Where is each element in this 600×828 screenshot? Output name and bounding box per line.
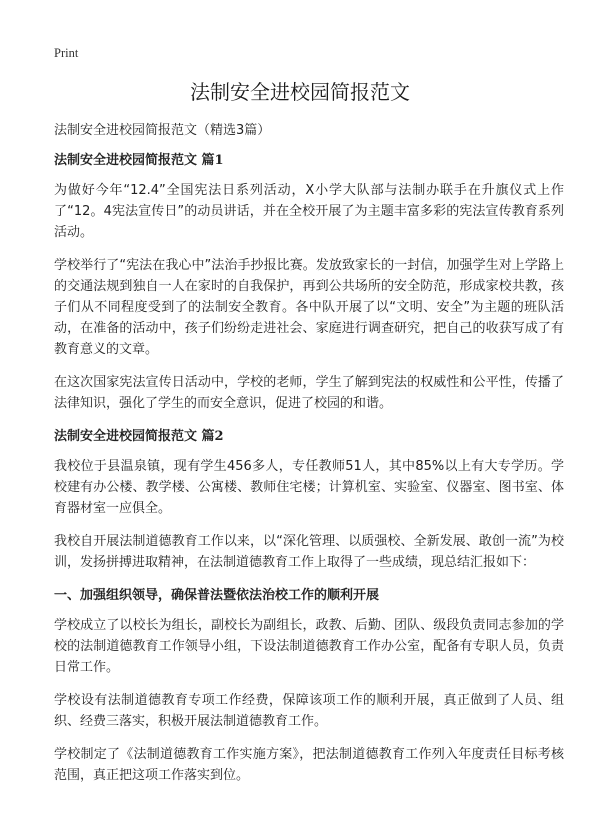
paragraph: 学校成立了以校长为组长，副校长为副组长，政教、后勤、团队、级段负责同志参加的学校的法制道德教育工作领导小组，下设法制道德教育工作办公室，配备有专职人员，负责日常工作。 [54, 618, 564, 675]
paragraph: 在这次国家宪法宣传日活动中，学校的老师，学生了解到宪法的权威性和公平性，传播了法律知识，强化了学生的而安全意识，促进了校园的和谐。 [54, 375, 564, 411]
section-heading: 法制安全进校园简报范文 篇1 [54, 153, 224, 168]
section-1 [54, 150, 564, 414]
section-heading: 法制安全进校园简报范文 篇2 [54, 429, 224, 444]
paragraph: 我校自开展法制道德教育工作以来，以“深化管理、以质强校、全新发展、敢创一流”为校训，发扬拼搏进取精神，在法制道德教育工作上取得了一些成绩，现总结汇报如下： [54, 534, 564, 570]
print-label: Print [54, 46, 79, 60]
document-body [54, 120, 564, 798]
paragraph: 学校制定了《法制道德教育工作实施方案》，把法制道德教育工作列入年度责任目标考核范围，真正把这项工作落实到位。 [54, 747, 564, 783]
section-3 [54, 585, 564, 786]
paragraph: 为做好今年“12.4”全国宪法日系列活动，X小学大队部与法制办联手在升旗仪式上作了“12。4宪法宣传日”的动员讲话，并在全校开展了为主题丰富多彩的宪法宣传教育系列活动。 [54, 183, 564, 240]
document-subtitle: 法制安全进校园简报范文（精选3篇） [54, 123, 271, 138]
paragraph: 学校设有法制道德教育专项工作经费，保障该项工作的顺利开展，真正做到了人员、组织、经费三落实，积极开展法制道德教育工作。 [54, 693, 564, 729]
section-2 [54, 426, 564, 573]
section-heading: 一、加强组织领导，确保普法暨依法治校工作的顺利开展 [54, 588, 380, 603]
document-title: 法制安全进校园简报范文 [190, 80, 410, 104]
paragraph: 学校举行了“宪法在我心中”法治手抄报比赛。发放致家长的一封信，加强学生对上学路上的交通法规到独自一人在家时的自我保护，再到公共场所的安全防范，形成家校共教，孩子们从不同程度受到了的法制安全教育。各中队开展了以“文明、安全”为主题的班队活动，在准备的活动中，孩子们纷纷走进社会、家庭进行调查研究，把自己的收获写成了有教育意义的文章。 [54, 258, 564, 357]
paragraph: 我校位于县温泉镇，现有学生456多人，专任教师51人，其中85%以上有大专学历。学校建有办公楼、教学楼、公寓楼、教师住宅楼；计算机室、实验室、仪器室、图书室、体育器材室一应俱全。 [54, 459, 564, 516]
